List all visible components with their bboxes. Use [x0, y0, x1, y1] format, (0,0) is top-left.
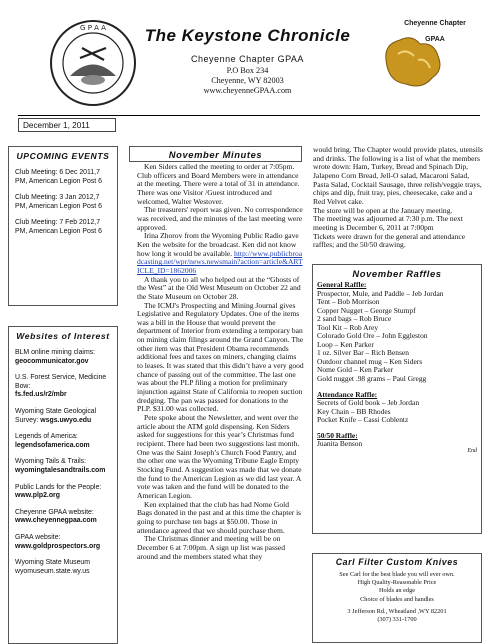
ad-line: See Carl for the best blade you will ever own.: [339, 571, 455, 578]
raffle-winner: Loop – Ken Parker: [317, 339, 374, 349]
po-box: P.O Box 234: [226, 66, 269, 75]
website-url[interactable]: wyomingtalesandtrails.com: [15, 466, 106, 474]
raffle-winner: 2 sand bags – Rob Bruce: [317, 314, 392, 324]
raffle-winner: Secrets of Gold book – Jeb Jordan: [317, 398, 420, 408]
attendance-raffle-heading: Attendance Raffle:: [317, 389, 378, 399]
website-label: GPAA website:: [15, 533, 61, 541]
ad-line: Holds an edge: [378, 587, 416, 595]
raffle-winner: Colorado Gold Ore – John Eggleston: [317, 331, 428, 341]
ad-phone: (307) 331-1700: [377, 616, 417, 624]
chapter-name: Cheyenne Chapter GPAA: [191, 54, 304, 64]
minutes-paragraph: would bring. The Chapter would provide plates, utensils and drinks. The following is a list of what the members wrote down: Ham, Turkey, Bread and Spinach Dip, Jalapeno Corn Bread, Jell-O salad, Macaroni Salad, Pasta Salad, Cocktail Sausage, three relish/veggie trays, chips and dip, fruit tray, pies, cheesecake, cake and a Red Velvet cake.: [313, 145, 483, 206]
website-url[interactable]: geocommunicator.gov: [15, 357, 89, 365]
minutes-paragraph: A thank you to all who helped out at the “Ghosts of the West” at the Old West Museum on October 22 and the State Museum on October 28.: [137, 274, 301, 301]
minutes-continued: [313, 146, 483, 250]
newsletter-title: The Keystone Chronicle: [144, 26, 351, 45]
minutes-paragraph: Irina Zhorov from the Wyoming Public Radio gave Ken the website for the broadcast. Ken did not know how long it would be available. http://www.publicbroadcasting.net/wpr/news.newsmain?action=article&ARTICLE_ID=1862006: [137, 231, 303, 275]
website-label: BLM online mining claims:: [15, 349, 96, 356]
raffles-end-label: End: [467, 447, 477, 454]
minutes-header-box: [129, 146, 302, 162]
upcoming-events-box: [8, 146, 118, 306]
raffle-winner: Copper Nugget – George Stumpf: [317, 305, 416, 315]
knives-ad-box: [312, 553, 482, 643]
minutes-paragraph: The ICMJ's Prospecting and Mining Journal gives Legislative and Regulatory Updates. One of the items was a bill in the House that would prevent the department of Interior from extending a temporary ban on mining claim filings around the Grand Canyon. The other item was that President Obama recommends additional fees and taxes on miners, changing claims to leases. It was stated that this didn’t have a very good chance of passing out of the committee. The last one was about the PLP filing a motion for preliminary injunction against State of California to reopen suction dredging. The pan was passed for donations to the PLP. $31.00 was collected.: [137, 300, 304, 414]
raffles-title: November Raffles: [352, 268, 442, 279]
minutes-paragraph: Tickets were drawn for the general and attendance raffles; and the 50/50 drawing.: [313, 231, 466, 250]
raffle-winner: Key Chain – BB Rhodes: [317, 406, 391, 416]
ad-line: High Quality-Reasonable Price: [357, 579, 437, 587]
broadcast-link[interactable]: http://www.publicbroadcasting.net/wpr/news.newsmain?action=article&ARTICLE_ID=1862006: [137, 248, 303, 275]
websites-title: Websites of Interest: [16, 331, 110, 341]
general-raffle-heading: General Raffle:: [317, 280, 367, 289]
issue-date: December 1, 2011: [18, 118, 116, 132]
city-line: Cheyenne, WY 82003: [211, 76, 284, 85]
website-url[interactable]: wyomuseum.state.wy.us: [15, 567, 90, 575]
raffle-winner: Outdoor channel mug – Ken Siders: [317, 356, 423, 366]
website-url[interactable]: www.goldprospectors.org: [15, 542, 101, 550]
minutes-column: [137, 163, 304, 561]
raffle-winner: Tool Kit – Rob Arey: [317, 322, 379, 332]
gpaa-logo-text: Cheyenne Chapter GPAA: [404, 20, 466, 43]
minutes-paragraph: Ken explained that the club has had Nome Gold Bags donated in the past and at this time the chapter is going to purchase ten bags at $50.00. Those in attendance agreed that we should purchase them.: [137, 499, 302, 535]
raffle-winner: Nome Gold – Ken Parker: [317, 365, 394, 375]
minutes-paragraph: The meeting was adjourned at 7:30 p.m. The next meeting is December 6, 2011 at 7:00pm: [313, 214, 463, 232]
fifty-fifty-heading: 50/50 Raffle:: [317, 430, 358, 440]
website-url[interactable]: fs.fed.us/r2/mbr: [15, 391, 67, 399]
event-item: Club Meeting: 6 Dec 2011,7 PM, American Legion Post 6: [15, 169, 102, 185]
minutes-paragraph: The store will be open at the January meeting.: [313, 205, 453, 215]
minutes-paragraph: The Christmas dinner and meeting will be on December 6 at 7:00pm. A sign up list was passed around and the members stated what they: [137, 534, 285, 561]
website-label: Wyoming State Geological Survey:: [15, 407, 97, 424]
ad-address: 3 Jefferson Rd., Wheatland ,WY 82201: [347, 607, 447, 615]
raffle-winner: Pocket Knife – Cassi Coblentz: [317, 415, 409, 425]
website-url[interactable]: www.cheyennegpaa.com: [15, 517, 97, 525]
minutes-paragraph: The treasurers' report was given. No correspondence was received, and the minutes of the last meeting were approved.: [137, 205, 303, 232]
websites-box: [8, 326, 118, 644]
website-url[interactable]: www.plp2.org: [15, 492, 60, 500]
website-label: Wyoming State Museum: [15, 559, 90, 567]
raffle-winner: Prospector, Mule, and Paddle – Jeb Jordan: [317, 288, 444, 298]
raffle-winner: Tent – Bob Morrison: [317, 297, 380, 307]
website-url[interactable]: legendsofamerica.com: [15, 441, 90, 449]
website-label: Wyoming Tails & Trails:: [15, 458, 87, 466]
website-label: U.S. Forest Service, Medicine Bow:: [15, 374, 107, 390]
raffle-winner: 1 oz. Silver Bar – Rich Bensen: [317, 348, 409, 358]
website-label: Public Lands for the People:: [15, 483, 102, 491]
website-url[interactable]: wsgs.uwyo.edu: [40, 416, 92, 424]
upcoming-events-title: UPCOMING EVENTS: [16, 151, 110, 161]
raffle-winner: Juanita Benson: [317, 439, 363, 449]
raffles-box: [312, 264, 482, 534]
chapter-seal-logo: [48, 18, 138, 108]
website-label: Legends of America:: [15, 433, 78, 441]
svg-text:G P A A: G P A A: [80, 24, 106, 32]
minutes-paragraph: Pete spoke about the Newsletter, and went over the article about the ATM gold dispensing. Ken Siders asked for suggestions for this year’s Christmas fund recipient. There had been two suggestions last month. One was the Saint Joseph’s Church Food Pantry, and the other one was the Wyoming Tribune Eagle Empty Stocking Fund. A suggestion was made that we donate the fund to the American Legion as we did last year. A vote was taken and the fund will be donated to the American Legion.: [137, 413, 302, 500]
minutes-paragraph: Ken Siders called the meeting to order at 7:05pm. Club officers and Board Members were in attendance at the meeting. There were a total of 31 in attendance. There was one Visitor /Guest introduced and welcomed, Walter Westover.: [137, 162, 300, 206]
event-item: Club Meeting: 3 Jan 2012,7 PM, American Legion Post 6: [15, 194, 102, 210]
event-item: Club Meeting: 7 Feb 2012,7 PM, American Legion Post 6: [15, 219, 102, 235]
knives-ad-title: Carl Filter Custom Knives: [335, 557, 459, 567]
website-line: www.cheyenneGPAA.com: [203, 86, 292, 95]
masthead-rule: [18, 115, 480, 116]
ad-line: Choice of blades and handles: [360, 595, 434, 603]
website-label: Cheyenne GPAA website:: [15, 508, 94, 516]
minutes-title: November Minutes: [168, 149, 263, 160]
raffle-winner: Gold nugget .98 grams – Paul Gregg: [317, 374, 427, 384]
